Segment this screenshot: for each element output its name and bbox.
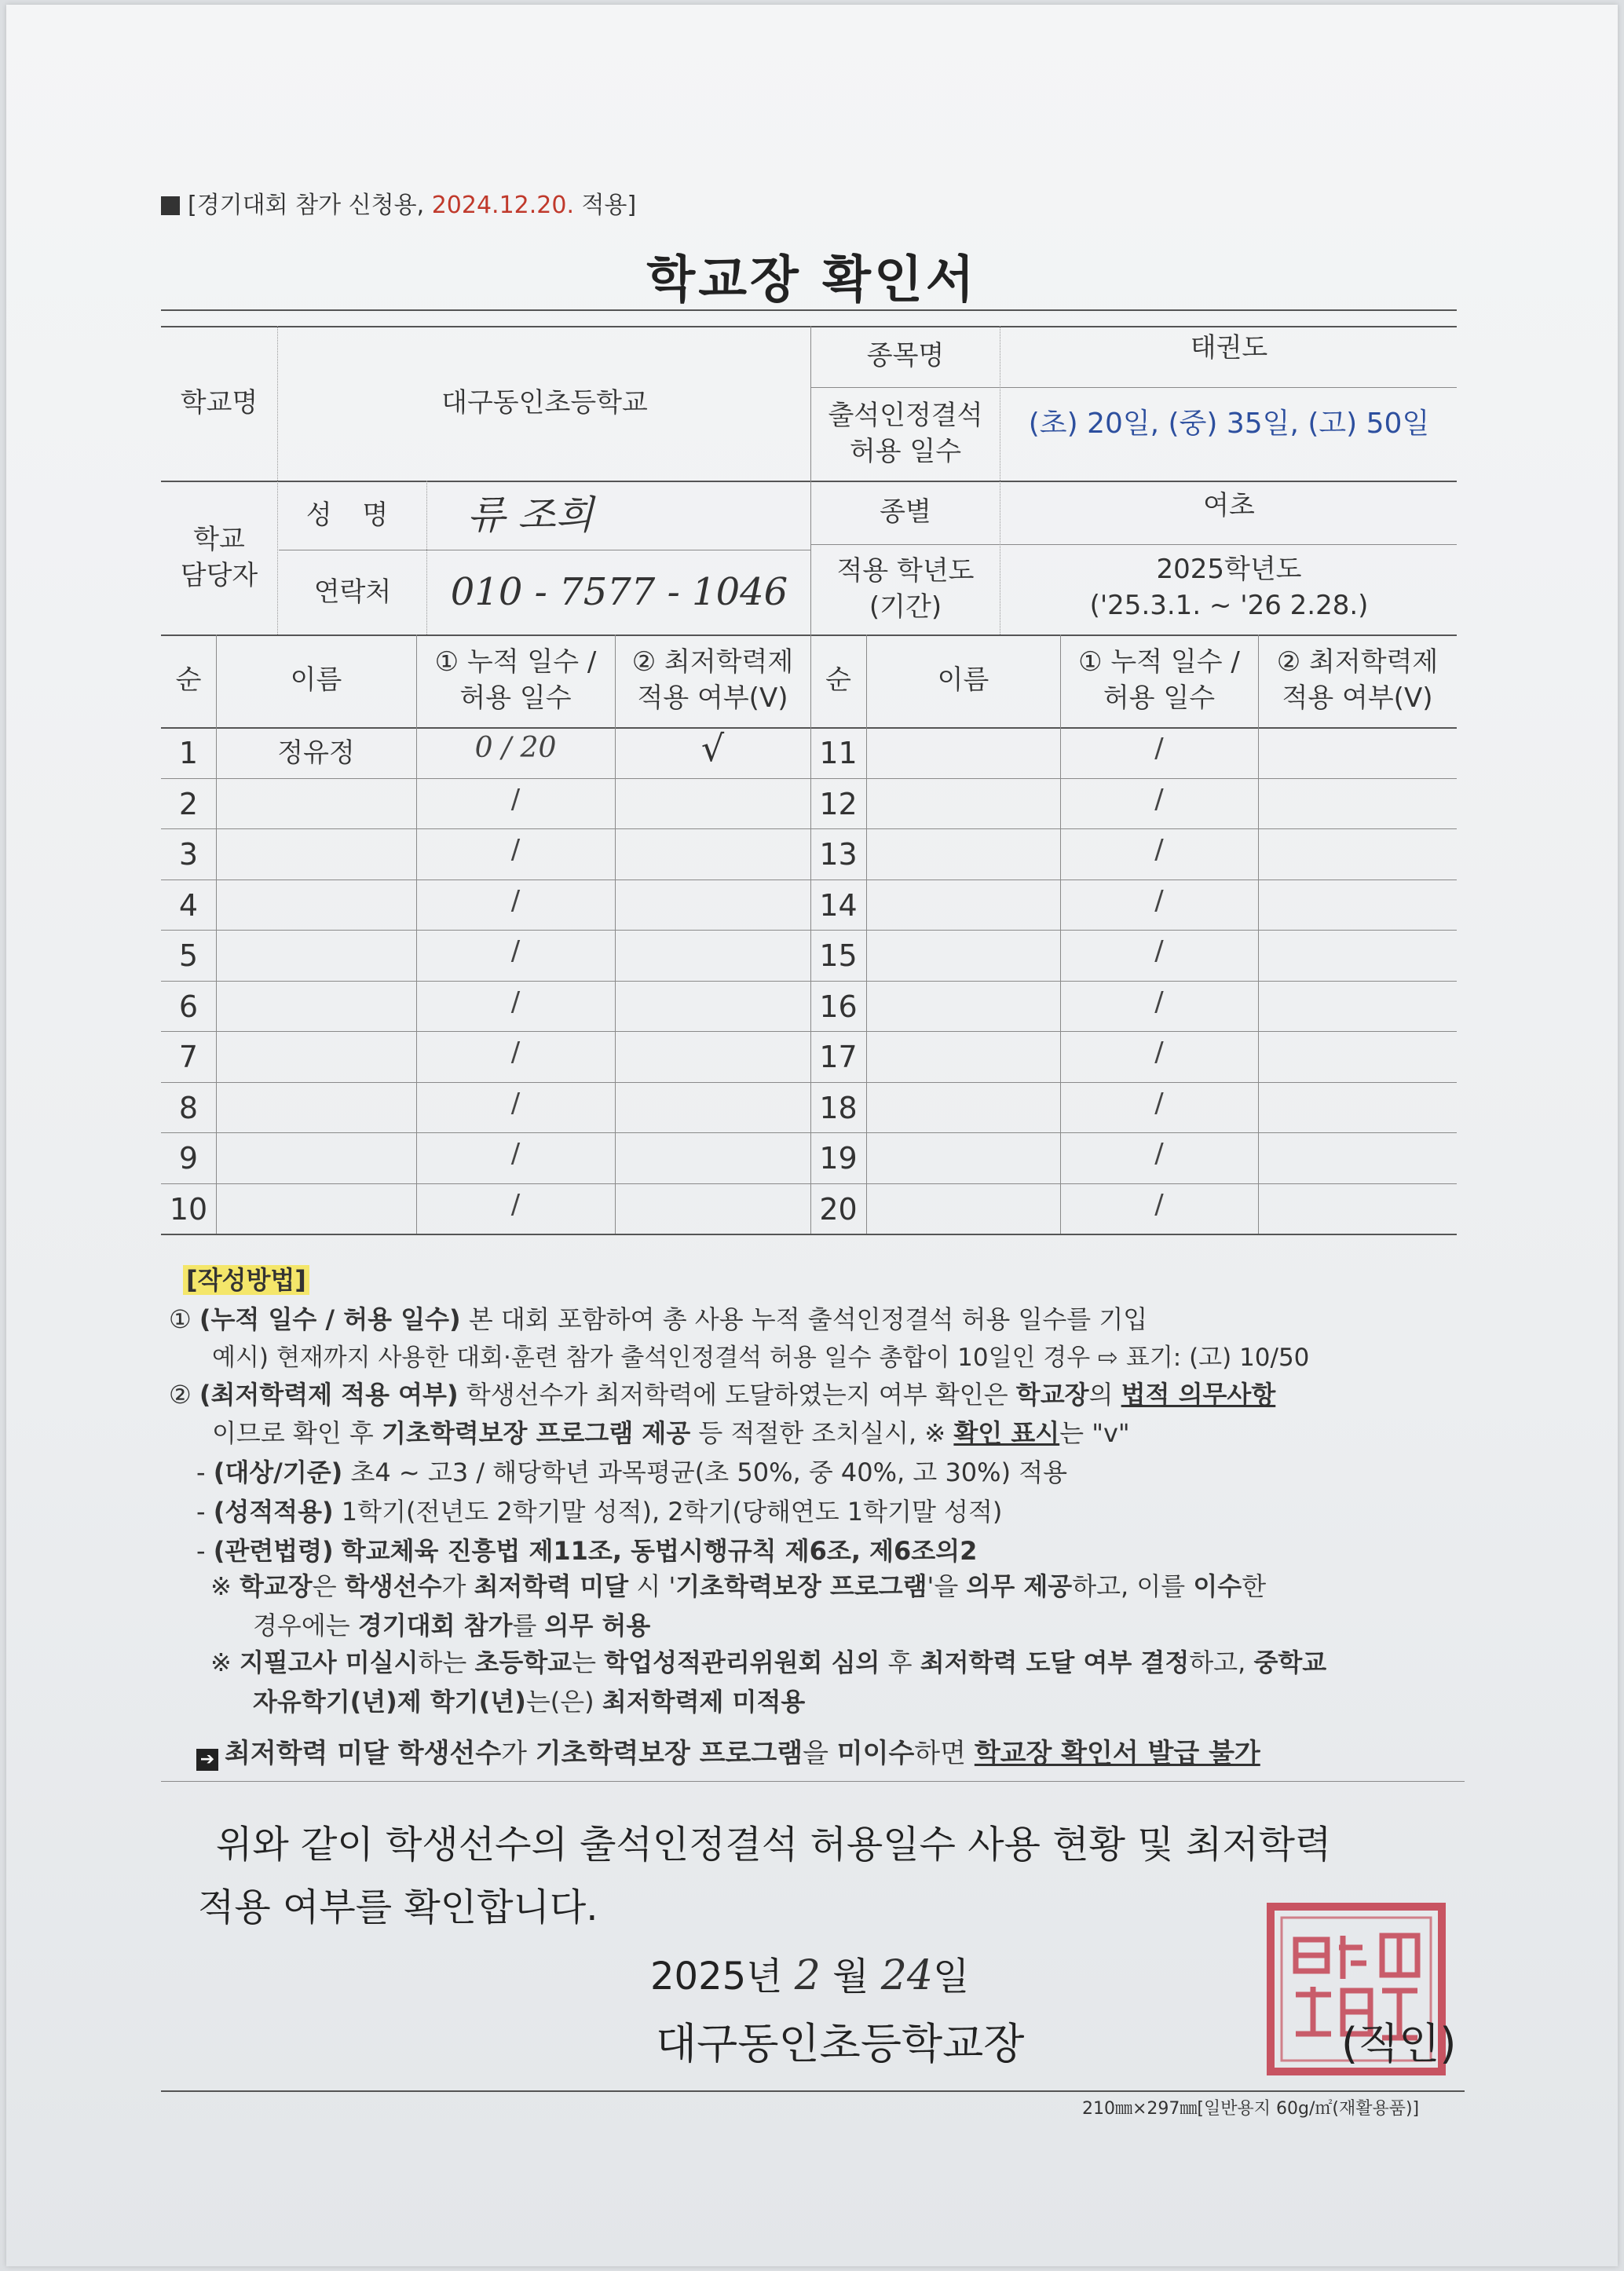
min-academic-check (615, 1129, 810, 1179)
info-line (277, 326, 278, 634)
student-name (216, 1185, 416, 1234)
student-name (216, 982, 416, 1032)
min-academic-check (1258, 1028, 1457, 1077)
cumulative-days-value: / (510, 1137, 521, 1169)
row-number: 3 (178, 836, 199, 872)
school-name-label: 학교명 (180, 386, 258, 419)
cumulative-days-value: / (510, 934, 521, 967)
row-number: 18 (819, 1090, 858, 1125)
row-number: 5 (178, 938, 199, 973)
category-label: 종별 (880, 496, 931, 528)
apply-year-value: 2025학년도 ('25.3.1. ~ '26 2.28.) (1089, 554, 1369, 621)
student-name (866, 931, 1060, 981)
row-number: 11 (819, 735, 858, 770)
column-header-min-academic: ② 최저학력제 적용 여부(V) (631, 646, 794, 714)
student-name (216, 1084, 416, 1133)
closing-divider (161, 1781, 1465, 1782)
student-name (216, 1033, 416, 1082)
header-date: 2024.12.20. (431, 192, 574, 219)
student-name (866, 780, 1060, 829)
instruction-sub-target: - (대상/기준) 초4 ~ 고3 / 해당학년 과목평균(초 50%, 중 40%, 고 30%) 적용 (196, 1457, 1068, 1487)
min-academic-check (615, 927, 810, 976)
min-academic-check (615, 825, 810, 875)
instruction-note-1-line2: 경우에는 경기대회 참가를 의무 허용 (253, 1611, 651, 1640)
instruction-item-2: ② (최저학력제 적용 여부) 학생선수가 최저학력에 도달하였는지 여부 확인은 학교장의 법적 의무사항 (169, 1380, 1276, 1410)
min-academic-check (1258, 724, 1457, 773)
cumulative-days-value: / (1154, 833, 1164, 865)
cumulative-days-value: / (1154, 732, 1164, 764)
cumulative-days-value: / (1154, 1087, 1164, 1119)
cumulative-days-value: 0 / 20 (474, 732, 557, 765)
instruction-sub-grade: - (성적적용) 1학기(전년도 2학기말 성적), 2학기(당해연도 1학기말 성적) (196, 1497, 1003, 1527)
footer-divider (161, 2090, 1465, 2092)
row-number: 12 (819, 786, 858, 821)
info-top-border (161, 309, 1457, 311)
min-academic-check (1258, 927, 1457, 976)
cumulative-days-value: / (1154, 1137, 1164, 1169)
student-name: 정유정 (277, 737, 355, 769)
student-name (866, 1033, 1060, 1082)
min-academic-check (615, 775, 810, 825)
instruction-item-1: ① (누적 일수 / 허용 일수) 본 대회 포함하여 총 사용 누적 출석인정결석 허용 일수를 기입 (169, 1304, 1148, 1334)
student-name (866, 830, 1060, 880)
instruction-note-2: ※ 지필고사 미실시하는 초등학교는 학업성적관리위원회 심의 후 최저학력 도달 여부 결정하고, 중학교 (210, 1647, 1327, 1677)
cumulative-days-value: / (1154, 986, 1164, 1018)
row-number: 1 (178, 735, 199, 770)
absence-allowance-label: 출석인정결석 허용 일수 (828, 400, 983, 467)
column-header-name: 이름 (937, 664, 989, 697)
column-header-cumulative-days: ① 누적 일수 / 허용 일수 (434, 646, 597, 714)
row-number: 4 (178, 887, 199, 923)
cumulative-days-value: / (510, 1036, 521, 1068)
arrow-box-icon: ➔ (196, 1749, 218, 1771)
row-number: 7 (178, 1039, 199, 1074)
min-academic-check (615, 1079, 810, 1128)
closing-statement-line2: 적용 여부를 확인합니다. (198, 1885, 598, 1929)
confirm-date: 2025년 2 월 24일 (650, 1952, 970, 1999)
row-number: 2 (178, 786, 199, 821)
row-number: 16 (819, 989, 858, 1024)
cumulative-days-value: / (1154, 1188, 1164, 1220)
cumulative-days-value: / (510, 1087, 521, 1119)
min-academic-check (1258, 876, 1457, 926)
apply-year-label: 적용 학년도 (기간) (836, 555, 975, 623)
row-number: 10 (169, 1191, 208, 1227)
min-academic-check (615, 1028, 810, 1077)
student-name (866, 1084, 1060, 1133)
min-academic-check (615, 1180, 810, 1230)
cumulative-days-value: / (510, 783, 521, 815)
instructions-heading: [작성방법] (183, 1260, 309, 1296)
warning-notice: ➔ 최저학력 미달 학생선수가 기초학력보장 프로그램을 미이수하면 학교장 확인서 발급 불가 (196, 1732, 1260, 1771)
student-name (216, 931, 416, 981)
min-academic-check (1258, 825, 1457, 875)
info-line (426, 481, 427, 634)
cumulative-days-value: / (1154, 1036, 1164, 1068)
min-academic-check (1258, 1180, 1457, 1230)
min-academic-check (615, 876, 810, 926)
min-academic-check (1258, 978, 1457, 1027)
cumulative-days-value: / (510, 833, 521, 865)
manager-contact-label: 연락처 (313, 576, 392, 608)
student-name (216, 881, 416, 931)
row-number: 19 (819, 1140, 858, 1176)
cumulative-days-value: / (1154, 934, 1164, 967)
cumulative-days-value: / (510, 986, 521, 1018)
cumulative-days-value: / (1154, 783, 1164, 815)
paper-spec-footer: 210㎜×297㎜[일반용지 60g/㎡(재활용품)] (1082, 2099, 1420, 2119)
sport-value: 태권도 (1190, 332, 1268, 364)
min-academic-check (615, 978, 810, 1027)
column-header-cumulative-days: ① 누적 일수 / 허용 일수 (1078, 646, 1240, 714)
cumulative-days-value: / (510, 884, 521, 916)
manager-name-handwritten: 류 조희 (467, 492, 594, 538)
min-academic-check (1258, 1129, 1457, 1179)
column-header-no: 순 (825, 664, 851, 697)
row-number: 14 (819, 887, 858, 923)
min-academic-check (1258, 1079, 1457, 1128)
manager-name-label: 성 명 (305, 499, 400, 531)
row-number: 20 (819, 1191, 858, 1227)
student-name (216, 830, 416, 880)
column-header-no: 순 (175, 664, 202, 697)
row-number: 15 (819, 938, 858, 973)
column-header-name: 이름 (290, 664, 342, 697)
instruction-sub-law: - (관련법령) 학교체육 진흥법 제11조, 동법시행규칙 제6조, 제6조의2 (196, 1536, 978, 1566)
absence-allowance-value: (초) 20일, (중) 35일, (고) 50일 (1028, 407, 1430, 440)
student-name (866, 1134, 1060, 1183)
row-number: 17 (819, 1039, 858, 1074)
manager-contact-handwritten: 010 - 7577 - 1046 (450, 570, 788, 615)
row-number: 13 (819, 836, 858, 872)
category-value: 여초 (1203, 490, 1255, 522)
instruction-note-1: ※ 학교장은 학생선수가 최저학력 미달 시 '기초학력보장 프로그램'을 의무 제공하고, 이를 이수한 (210, 1571, 1267, 1601)
school-manager-label: 학교 담당자 (180, 523, 258, 591)
principal-name: 대구동인초등학교장 (656, 2019, 1025, 2068)
sport-label: 종목명 (866, 340, 945, 372)
instruction-item-1-example: 예시) 현재까지 사용한 대회·훈련 참가 출석인정결석 허용 일수 총합이 10일인 경우 ⇨ 표기: (고) 10/50 (212, 1344, 1310, 1372)
cumulative-days-value: / (510, 1188, 521, 1220)
cumulative-days-value: / (1154, 884, 1164, 916)
seal-label: (직인) (1341, 2019, 1457, 2068)
instruction-note-2-line2: 자유학기(년)제 학기(년)는(은) 최저학력제 미적용 (253, 1687, 806, 1717)
document-title: 학교장 확인서 (646, 251, 978, 309)
row-number: 8 (178, 1090, 199, 1125)
min-academic-check: √ (700, 727, 725, 770)
closing-statement-line1: 위와 같이 학생선수의 출석인정결석 허용일수 사용 현황 및 최저학력 (216, 1823, 1332, 1867)
bullet-square-icon (161, 196, 180, 215)
instruction-item-2-line2: 이므로 확인 후 기초학력보장 프로그램 제공 등 적절한 조치실시, ※ 확인 표시는 "v" (212, 1418, 1130, 1448)
student-name (866, 729, 1060, 778)
form-usage-header: [경기대회 참가 신청용, 2024.12.20. 적용] (161, 185, 636, 220)
min-academic-check (1258, 775, 1457, 825)
row-number: 9 (178, 1140, 199, 1176)
student-name (866, 881, 1060, 931)
row-number: 6 (178, 989, 199, 1024)
student-name (866, 1185, 1060, 1234)
student-name (866, 982, 1060, 1032)
student-name (216, 1134, 416, 1183)
student-name (216, 780, 416, 829)
column-header-min-academic: ② 최저학력제 적용 여부(V) (1276, 646, 1439, 714)
school-name-value: 대구동인초등학교 (441, 386, 648, 419)
